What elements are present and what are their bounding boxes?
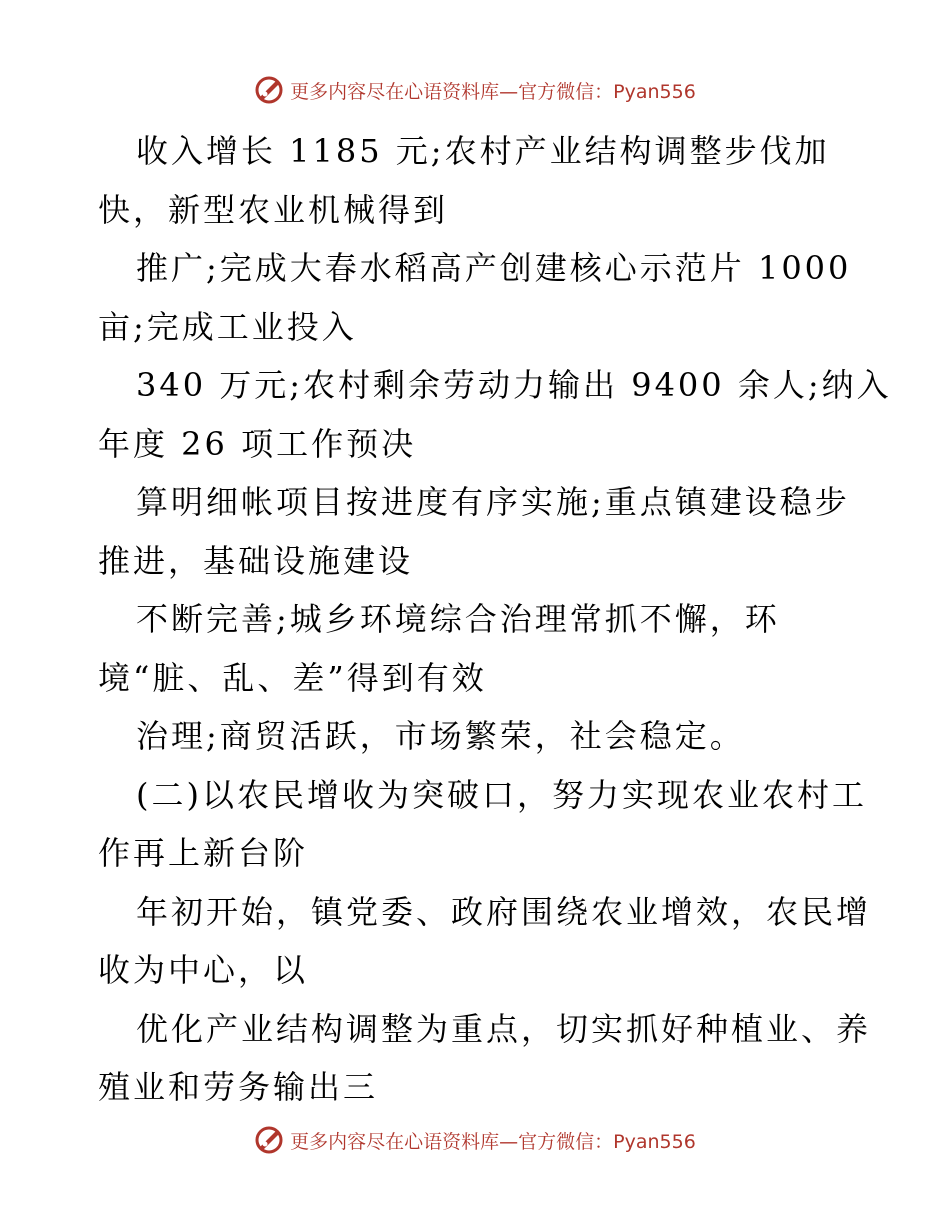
text-line: 算明细帐项目按进度有序实施;重点镇建设稳步 bbox=[136, 483, 850, 521]
text-line: 不断完善;城乡环境综合治理常抓不懈，环 bbox=[136, 600, 780, 638]
text-line: 优化产业结构调整为重点，切实抓好种植业、养 bbox=[136, 1009, 872, 1048]
text-line: 年初开始，镇党委、政府围绕农业增效，农民增 bbox=[136, 892, 872, 931]
text-line: 年度 26 项工作预决 bbox=[98, 424, 417, 463]
text-line: 快，新型农业机械得到 bbox=[98, 190, 449, 229]
footer-banner-text: 更多内容尽在心语资料库—官方微信：Pyan556 bbox=[290, 1130, 696, 1153]
text-line: 殖业和劳务输出三 bbox=[98, 1068, 379, 1106]
text-line: 收为中心，以 bbox=[98, 951, 309, 989]
text-line: 推广;完成大春水稻高产创建核心示范片 1000 bbox=[136, 249, 852, 287]
text-line: 亩;完成工业投入 bbox=[98, 307, 357, 346]
footer-banner bbox=[0, 1120, 950, 1160]
header-banner-text: 更多内容尽在心语资料库—官方微信：Pyan556 bbox=[290, 80, 696, 103]
section-heading: (二)以农民增收为突破口，努力实现农业农村工 bbox=[136, 775, 867, 814]
section-heading-continued: 作再上新台阶 bbox=[98, 834, 309, 872]
pen-logo-icon bbox=[254, 75, 284, 105]
document-body bbox=[98, 122, 892, 1117]
text-line: 收入增长 1185 元;农村产业结构调整步伐加 bbox=[136, 132, 830, 170]
pen-logo-icon bbox=[254, 1125, 284, 1155]
header-banner bbox=[0, 70, 950, 110]
text-line: 境“脏、乱、差”得到有效 bbox=[98, 658, 487, 697]
text-line: 340 万元;农村剩余劳动力输出 9400 余人;纳入 bbox=[136, 366, 892, 404]
text-line: 推进，基础设施建设 bbox=[98, 541, 414, 580]
text-line: 治理;商贸活跃，市场繁荣，社会稳定。 bbox=[136, 717, 745, 755]
